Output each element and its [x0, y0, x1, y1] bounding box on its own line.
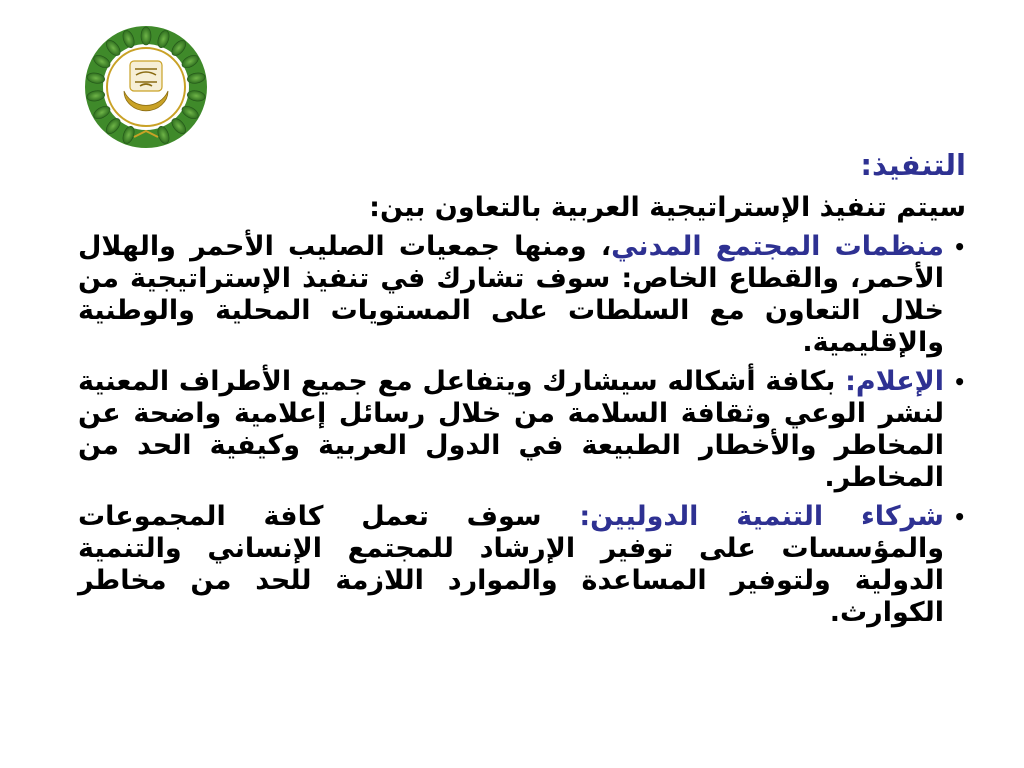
list-item [78, 366, 966, 494]
list-item [78, 231, 966, 359]
bullet-list [78, 231, 966, 629]
bullet-term: الإعلام: [845, 366, 944, 397]
slide-heading: التنفيذ: [860, 148, 966, 182]
list-item [78, 501, 966, 629]
arab-league-logo [84, 25, 208, 149]
bullet-term: منظمات المجتمع المدني [611, 231, 944, 262]
bullet-term: شركاء التنمية الدوليين: [579, 501, 944, 532]
bullet-icon: • [953, 505, 966, 529]
intro-line: سيتم تنفيذ الإستراتيجية العربية بالتعاون بين: [369, 192, 966, 223]
bullet-text: بكافة أشكاله سيشارك ويتفاعل مع جميع الأطراف المعنية لنشر الوعي وثقافة السلامة من خلال رسائل إعلامية واضحة عن المخاطر والأخطار الطبيعة في الدول العربية وكيفية الحد من المخاطر. [78, 366, 944, 493]
bullet-icon: • [953, 235, 966, 259]
bullet-icon: • [953, 370, 966, 394]
bullet-text: سوف تعمل كافة المجموعات والمؤسسات على توفير الإرشاد للمجتمع الإنساني والتنمية الدولية ولتوفير المساعدة والموارد اللازمة للحد من مخاطر الكوارث. [78, 501, 944, 628]
bullet-text: ، ومنها جمعيات الصليب الأحمر والهلال الأحمر، والقطاع الخاص: سوف تشارك في تنفيذ الإستراتيجية من خلال التعاون مع السلطات على المستويات المحلية والوطنية والإقليمية. [78, 231, 944, 358]
wreath-emblem-icon [84, 25, 208, 149]
slide-content [78, 143, 966, 636]
